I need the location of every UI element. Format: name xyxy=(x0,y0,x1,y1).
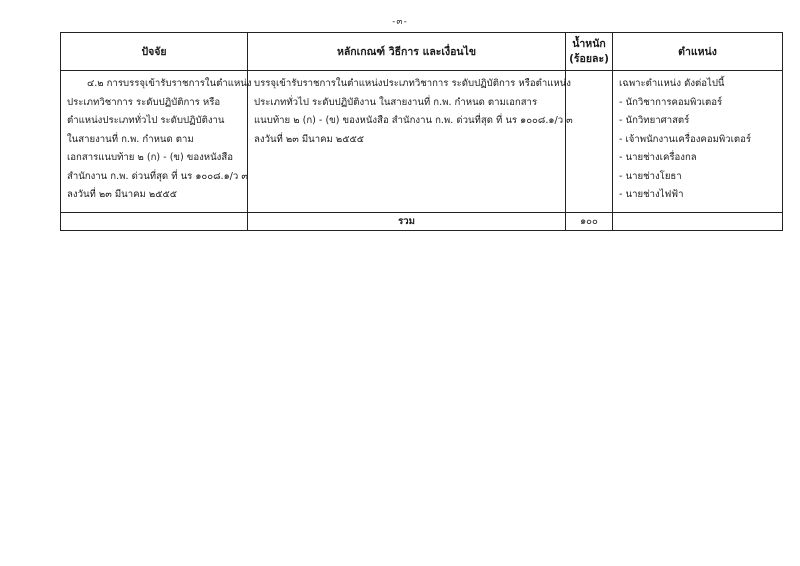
factor-line: ประเภทวิชาการ ระดับปฏิบัติการ หรือ xyxy=(67,96,221,108)
total-value: ๑๐๐ xyxy=(566,213,613,231)
factor-line: ลงวันที่ ๒๓ มีนาคม ๒๕๕๕ xyxy=(67,189,177,200)
factor-line: ในสายงานที่ ก.พ. กำหนด ตาม xyxy=(67,133,194,145)
criteria-table xyxy=(60,32,783,231)
factor-cell xyxy=(61,71,252,213)
weight-cell xyxy=(566,71,613,213)
position-item: - นักวิชาการคอมพิวเตอร์ xyxy=(619,96,723,108)
table-row xyxy=(61,71,783,213)
position-intro: เฉพาะตำแหน่ง ดังต่อไปนี้ xyxy=(619,78,725,89)
factor-line: ๔.๒ การบรรจุเข้ารับราชการในตำแหน่ง xyxy=(87,78,252,89)
criteria-line: ลงวันที่ ๒๓ มีนาคม ๒๕๕๕ xyxy=(254,133,364,145)
position-item: - นายช่างเครื่องกล xyxy=(619,152,697,163)
position-item: - นายช่างไฟฟ้า xyxy=(619,189,684,200)
header-weight-line2: (ร้อยละ) xyxy=(569,52,609,65)
position-item: - นักวิทยาศาสตร์ xyxy=(619,115,690,126)
total-position-empty-cell xyxy=(613,213,783,231)
criteria-line: แนบท้าย ๒ (ก) - (ข) ของหนังสือ สำนักงาน ก.พ. ด่วนที่สุด ที่ นร ๑๐๐๘.๑/ว ๓ xyxy=(254,115,573,126)
header-criteria: หลักเกณฑ์ วิธีการ และเงื่อนไข xyxy=(248,33,566,71)
criteria-line: ประเภททั่วไป ระดับปฏิบัติงาน ในสายงานที่ ก.พ. กำหนด ตามเอกสาร xyxy=(254,96,538,108)
position-cell xyxy=(613,71,783,213)
header-weight-line1: น้ำหนัก xyxy=(572,37,606,50)
position-item: - นายช่างโยธา xyxy=(619,170,682,182)
total-empty-cell xyxy=(61,213,248,231)
factor-line: ตำแหน่งประเภททั่วไป ระดับปฏิบัติงาน xyxy=(67,115,225,126)
criteria-cell xyxy=(248,71,573,213)
header-factor: ปัจจัย xyxy=(61,33,248,71)
header-position: ตำแหน่ง xyxy=(613,33,783,71)
factor-line: สำนักงาน ก.พ. ด่วนที่สุด ที่ นร ๑๐๐๘.๑/ว ๓ xyxy=(67,170,248,182)
total-row xyxy=(61,213,783,231)
table-header-row xyxy=(61,33,783,71)
criteria-line: บรรจุเข้ารับราชการในตำแหน่งประเภทวิชาการ ระดับปฏิบัติการ หรือตำแหน่ง xyxy=(254,78,571,89)
page-number: -๓- xyxy=(392,17,408,27)
position-item: - เจ้าพนักงานเครื่องคอมพิวเตอร์ xyxy=(619,133,752,145)
total-label: รวม xyxy=(248,213,566,231)
factor-line: เอกสารแนบท้าย ๒ (ก) - (ข) ของหนังสือ xyxy=(67,152,233,163)
header-weight xyxy=(566,33,613,71)
